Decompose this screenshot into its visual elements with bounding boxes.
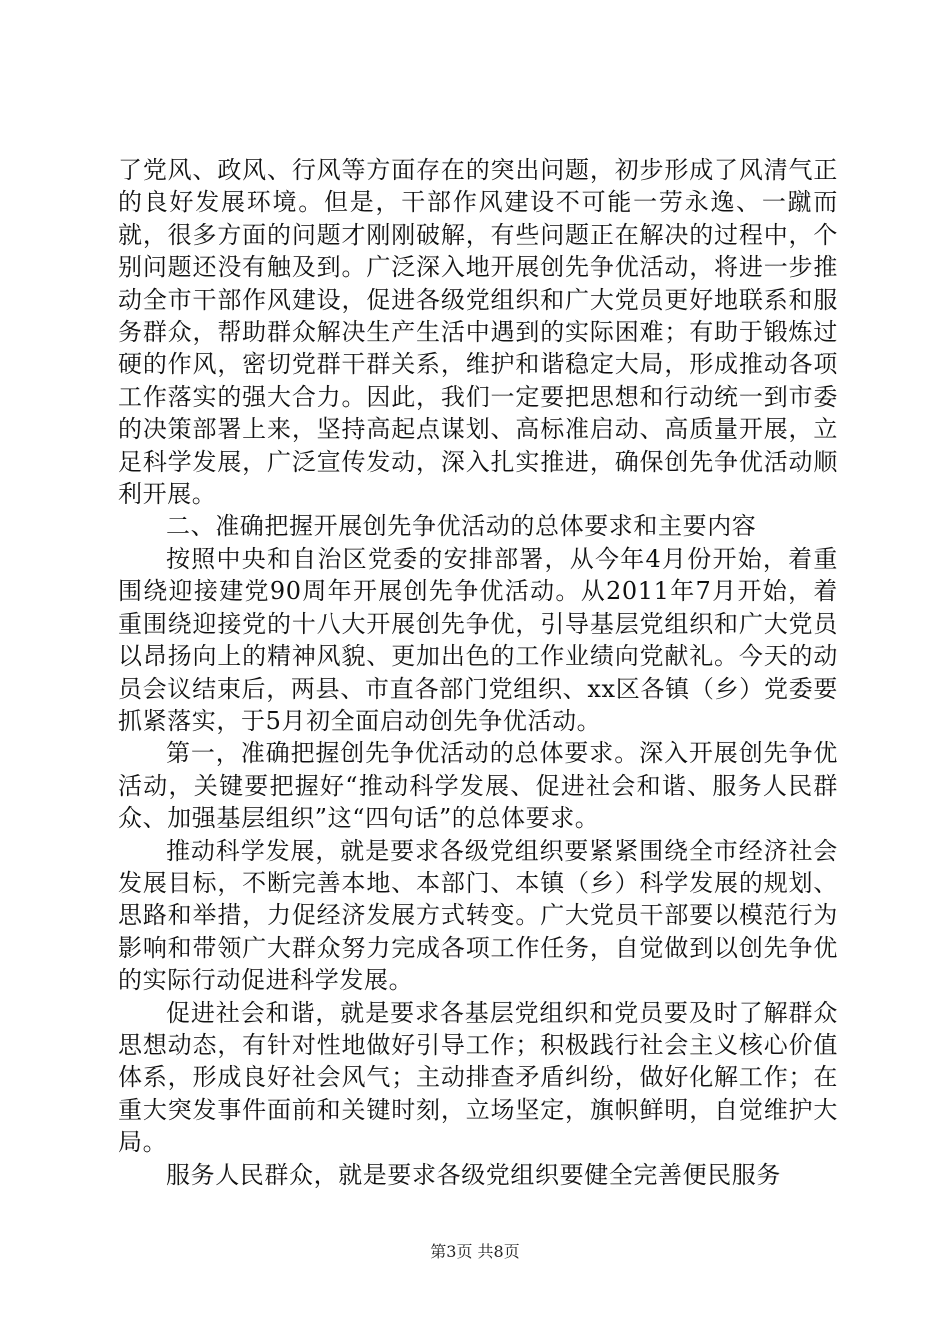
paragraph: 按照中央和自治区党委的安排部署，从今年4月份开始，着重围绕迎接建党90周年开展创先争优活动。从2011年7月开始，着重围绕迎接党的十八大开展创先争优，引导基层党组织和广大党员以昂扬向上的精神风貌、更加出色的工作业绩向党献礼。今天的动员会议结束后，两县、市直各部门党组织、xx区各镇（乡）党委要抓紧落实，于5月初全面启动创先争优活动。 <box>118 544 838 735</box>
section-heading: 二、准确把握开展创先争优活动的总体要求和主要内容 <box>166 512 757 541</box>
paragraph: 促进社会和谐，就是要求各基层党组织和党员要及时了解群众思想动态，有针对性地做好引导工作；积极践行社会主义核心价值体系，形成良好社会风气；主动排查矛盾纠纷，做好化解工作；在重大突发事件面前和关键时刻，立场坚定，旗帜鲜明，自觉维护大局。 <box>118 998 838 1157</box>
page-number-footer: 第3页 共8页 <box>430 1242 520 1261</box>
paragraph: 推动科学发展，就是要求各级党组织要紧紧围绕全市经济社会发展目标，不断完善本地、本部门、本镇（乡）科学发展的规划、思路和举措，力促经济发展方式转变。广大党员干部要以模范行为影响和带领广大群众努力完成各项工作任务，自觉做到以创先争优的实际行动促进科学发展。 <box>118 836 838 995</box>
paragraph: 服务人民群众，就是要求各级党组织要健全完善便民服务 <box>166 1160 781 1189</box>
paragraph-continuation: 了党风、政风、行风等方面存在的突出问题，初步形成了风清气正的良好发展环境。但是，干部作风建设不可能一劳永逸、一蹴而就，很多方面的问题才刚刚破解，有些问题正在解决的过程中，个别问题还没有触及到。广泛深入地开展创先争优活动，将进一步推动全市干部作风建设，促进各级党组织和广大党员更好地联系和服务群众，帮助群众解决生产生活中遇到的实际困难；有助于锻炼过硬的作风，密切党群干群关系，维护和谐稳定大局，形成推动各项工作落实的强大合力。因此，我们一定要把思想和行动统一到市委的决策部署上来，坚持高起点谋划、高标准启动、高质量开展，立足科学发展，广泛宣传发动，深入扎实推进，确保创先争优活动顺利开展。 <box>118 156 838 509</box>
document-body <box>118 154 838 1191</box>
paragraph: 第一，准确把握创先争优活动的总体要求。深入开展创先争优活动，关键要把握好“推动科学发展、促进社会和谐、服务人民群众、加强基层组织”这“四句话”的总体要求。 <box>118 739 838 833</box>
